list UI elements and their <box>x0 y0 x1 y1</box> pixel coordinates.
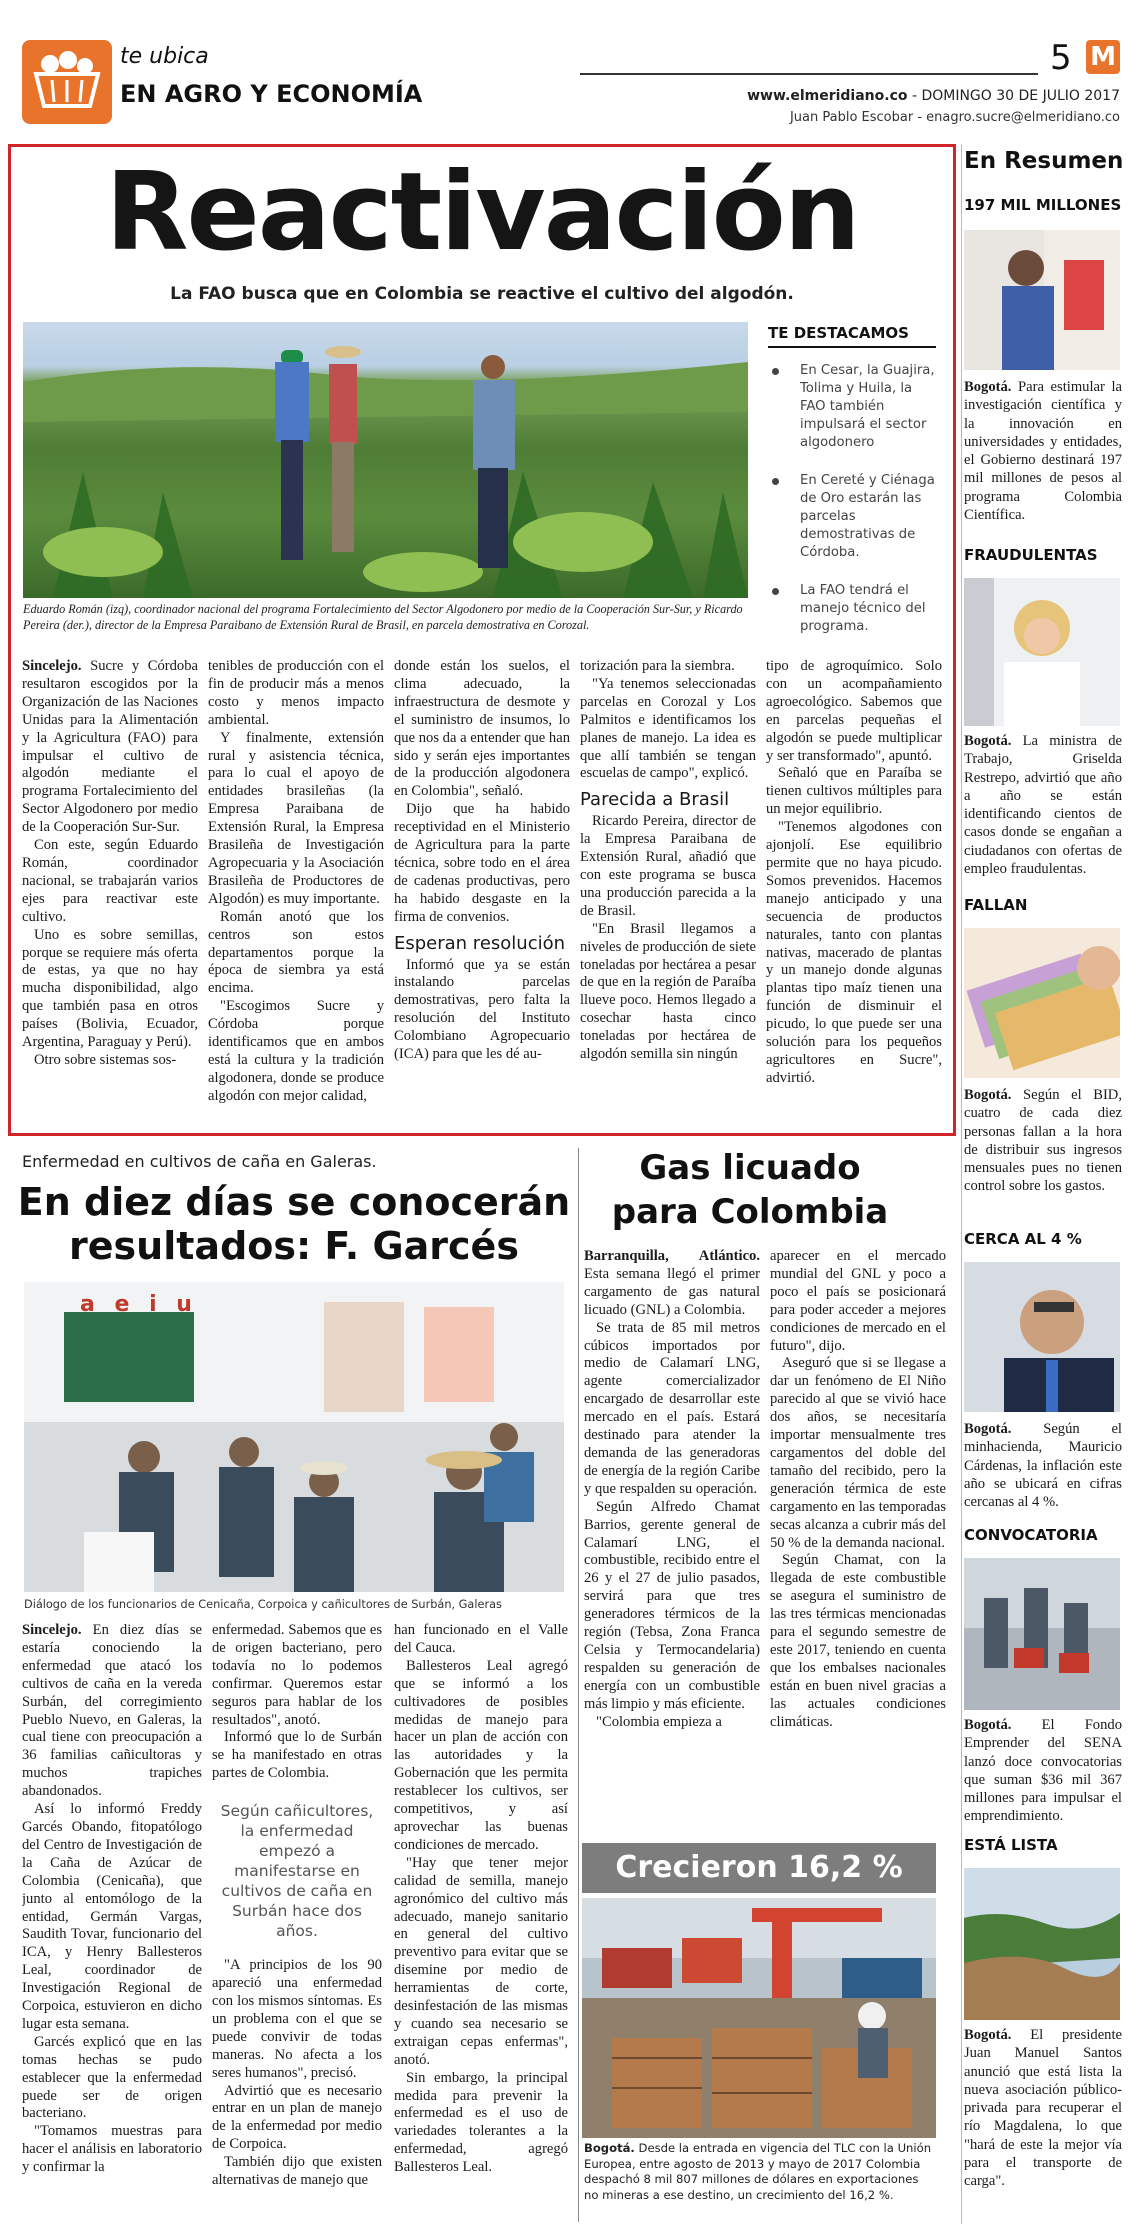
resumen-title: En Resumen <box>964 148 1124 174</box>
highlight-item: La FAO tendrá el manejo técnico del programa. <box>770 582 938 636</box>
section-logo-icon <box>22 40 112 124</box>
highlights-list <box>770 362 938 636</box>
subhead-parecida: Parecida a Brasil <box>580 789 730 811</box>
lead-photo <box>23 322 748 598</box>
header-dateline: www.elmeridiano.co - DOMINGO 30 DE JULIO 2017 <box>747 88 1120 104</box>
garces-column-2: enfermedad. Sabemos que es de origen bacteriano, pero todavía no lo podemos confirmar. Queremos estar seguros para hablar de los resultados", anotó. Informó que lo de Surbán se ha manifestado en otras partes de Colombia. Según cañicultores, la enfermedad empezó a manifestarse en cultivos de caña en Surbán hace dos años. "A principios de los 90 apareció una enfermedad con los mismos síntomas. Es un problema con el que se puede convivir de todas maneras. No afecta a los seres humanos", precisó. Advirtió que es necesario entrar en un plan de manejo de la enfermedad por medio de Corpoica. También dijo que existen alternativas de manejo que <box>212 1622 382 2189</box>
garces-kicker: Enfermedad en cultivos de caña en Galeras. <box>22 1152 377 1171</box>
lead-column-4: torización para la siembra. "Ya tenemos seleccionadas parcelas en Corozal y Los Palmitos e identificamos los planes de manejo. La idea es que allí también se tengan escuelas de campo", explicó. Parecida a Brasil Ricardo Pereira, director de la Empresa Paraibana de Extensión Rural, añadió que con este programa se busca una producción parecida a la de Brasil. "En Brasil llegamos a niveles de producción de siete toneladas por hectárea a pesar de que en la región de Paraíba llueve poco. Hemos llegado a cosechar hasta cinco toneladas por hectárea de algodón semilla sin ningún <box>580 658 756 1063</box>
website[interactable]: www.elmeridiano.co <box>747 88 908 104</box>
resumen-text-2: Bogotá. Según el BID, cuatro de cada diez personas fallan a la hora de distribuir sus ingresos mensuales pues no tienen control sobre los gastos. <box>964 1087 1122 1195</box>
highlight-item: En Cereté y Ciénaga de Oro estarán las parcelas demostrativas de Córdoba. <box>770 472 938 562</box>
gas-headline: Gas licuado para Colombia <box>611 1148 889 1232</box>
tlc-banner: Crecieron 16,2 % <box>582 1843 936 1893</box>
header-rule <box>580 73 1038 75</box>
lead-column-5: tipo de agroquímico. Solo con un acompañamiento agroecológico. Sabemos que en parcelas pequeñas el algodón se puede multiplicar y ser transformado", apuntó. Señaló que en Paraíba se tienen cultivos múltiples para un mejor equilibrio. "Tenemos algodones con ajonjolí. Ese equilibrio permite que no haya picudo. Somos prevenidos. Hacemos manejo anticipado y una secuencia de productos naturales, tanto con plantas nativas, macerado de plantas y un manejo donde algunas plantas tipo maíz tienen una función de disminuir el picudo, lo que puede ser una solución para los pequeños agricultores en Sucre", advirtió. <box>766 658 942 1086</box>
lead-subheadline: La FAO busca que en Colombia se reactive el cultivo del algodón. <box>170 284 794 304</box>
garces-column-1: Sincelejo. En diez días se estaría conociendo la enfermedad que atacó los cultivos de caña en la vereda Surbán, del corregimiento Pueblo Nuevo, en Galeras, la cual tiene con preocupación a 36 familias cañicultoras y muchos trapiches abandonados. Así lo informó Freddy Garcés Obando, fitopatólogo del Centro de Investigación de la Caña de Azúcar de Colombia (Cenicaña), que junto al entomólogo de la entidad, Germán Vargas, Saudith Tovar, funcionario del ICA, y Henry Ballesteros Leal, coordinador de Investigación Regional de Corpoica, estuvieron en dicho lugar esta semana. Garcés explicó que en las tomas hechas se pudo establecer que la enfermedad puede ser de origen bacteriano. "Tomamos muestras para hacer el análisis en laboratorio y confirmar la <box>22 1622 202 2176</box>
sidebar-divider <box>961 144 962 2224</box>
bullet-icon <box>772 368 779 375</box>
resumen-text-3: Bogotá. Según el minhacienda, Mauricio Cárdenas, la inflación este año se ubicará en cifras cercanas al 4 %. <box>964 1421 1122 1511</box>
resumen-head-4: CONVOCATORIA <box>964 1526 1098 1544</box>
bullet-icon <box>772 588 779 595</box>
gas-column-2: aparecer en el mercado mundial del GNL y poco a poco el país se posicionará para poder acceder a mejores condiciones de mercado en el futuro", dijo. Aseguró que si se llegase a dar un fenómeno de El Niño parecido al que se vivió hace dos años, se necesitaría importar mensualmente tres cargamentos del doble del tamaño del recibido, pero la generación térmica de este cargamento en las temporadas secas alcanza a cubrir más del 50 % de la demanda nacional. Según Chamat, con la llegada de este combustible se asegura el suministro de las tres térmicas mencionadas para el segundo semestre de este 2017, teniendo en cuenta que los embalses nacionales están en buen nivel gracias a las actuales condiciones climáticas. <box>770 1248 946 1730</box>
resumen-head-3: CERCA AL 4 % <box>964 1230 1082 1248</box>
resumen-text-1: Bogotá. La ministra de Trabajo, Griselda Restrepo, advirtió que año a año se están identificando cientos de casos donde se engañan a ciudadanos con ofertas de empleo fraudulentas. <box>964 733 1122 878</box>
garces-photo-caption: Diálogo de los funcionarios de Cenicaña, Corpoica y cañicultores de Surbán, Galeras <box>24 1598 502 1611</box>
lead-headline: Reactivación <box>105 150 859 275</box>
highlight-item: En Cesar, la Guajira, Tolima y Huila, la FAO también impulsará el sector algodonero <box>770 362 938 452</box>
highlights-rule <box>768 346 936 348</box>
garces-column-3: han funcionado en el Valle del Cauca. Ballesteros Leal agregó que se informó a los cultivadores de posibles medidas de manejo para hacer un plan de acción con las autoridades y la Gobernación que les permita restablecer los cultivos, ser competitivos, y así aprovechar las buenas condiciones de mercado. "Hay que tener mejor calidad de semilla, manejo agronómico del cultivo más adecuado, manejo sanitario en general del cultivo preventivo para evitar que se disemine por medio de herramientas de corte, desinfestación de las mismas y cuando sea necesario se extraigan cepas enfermas", anotó. Sin embargo, la principal medida para prevenir la enfermedad es el uso de variedades tolerantes a la enfermedad, agregó Ballesteros Leal. <box>394 1622 568 2176</box>
resumen-photo-4 <box>964 1558 1120 1710</box>
garces-photo <box>24 1282 564 1592</box>
author-line: Juan Pablo Escobar - enagro.sucre@elmeridiano.co <box>789 110 1120 125</box>
resumen-photo-2 <box>964 928 1120 1078</box>
subhead-esperan: Esperan resolución <box>394 932 566 954</box>
lead-column-1: Sincelejo. Sucre y Córdoba resultaron escogidos por la Organización de las Naciones Unidas para la Alimentación y la Agricultura (FAO) para impulsar el cultivo de algodón mediante el programa Fortalecimiento del Sector Algodonero por medio de la Cooperación Sur-Sur. Con este, según Eduardo Román, coordinador nacional, se trabajarán varios ejes para reactivar este cultivo. Uno es sobre semillas, porque se requiere más oferta de estas, ya que no hay mucha disponibilidad, algo que también pasa en otros países (Bolivia, Ecuador, Argentina, Paraguay y Perú). Otro sobre sistemas sos- <box>22 658 198 1068</box>
tlc-photo <box>582 1898 936 2138</box>
gas-column-1: Barranquilla, Atlántico. Esta semana llegó el primer cargamento de gas natural licuado (GNL) a Colombia. Se trata de 85 mil metros cúbicos importados por medio de Calamarí LNG, agente comercializador encargado de desarrollar este mercado en el país. Estará destinado para atender la demanda de las generadoras de energía de la región Caribe y que respalden su operación. Según Alfredo Chamat Barrios, gerente general de Calamarí LNG, el combustible, recibido entre el 26 y el 27 de julio pasados, servirá para que tres generadores térmicos de la región (Tebsa, Zona Franca Celsia y Termocandelaria) respalden su generación de energía con un combustible más limpio y más eficiente. "Colombia empieza a <box>584 1248 760 1730</box>
board-text: a e i u <box>80 1292 198 1317</box>
garces-headline: En diez días se conocerán resultados: F. Garcés <box>17 1180 571 1268</box>
pull-quote: Según cañicultores, la enfermedad empezó a manifestarse en cultivos de caña en Surbán hace dos años. <box>220 1802 374 1941</box>
highlights-title: TE DESTACAMOS <box>768 324 909 342</box>
resumen-head-1: FRAUDULENTAS <box>964 546 1098 564</box>
resumen-photo-5 <box>964 1868 1120 2020</box>
resumen-text-0: Bogotá. Para estimular la investigación científica y la innovación en universidades y entidades, el Gobierno destinará 197 mil millones de pesos al programa Colombia Científica. <box>964 379 1122 524</box>
resumen-text-4: Bogotá. El Fondo Emprender del SENA lanzó doce convocatorias que suman $36 mil 367 millones para impulsar el emprendimiento. <box>964 1717 1122 1825</box>
resumen-photo-0 <box>964 230 1120 370</box>
resumen-head-0: 197 MIL MILLONES <box>964 196 1122 214</box>
meridiano-logo-icon: M <box>1086 40 1120 74</box>
resumen-head-2: FALLAN <box>964 896 1028 914</box>
page-number: 5 <box>1050 38 1072 78</box>
resumen-head-5: ESTÁ LISTA <box>964 1836 1058 1854</box>
lead-column-3: donde están los suelos, el clima adecuado, la infraestructura de desmote y el suministro de insumos, lo que nos da a entender que han sido y serán ejes importantes de la producción algodonera en Colombia", señaló. Dijo que ha habido receptividad en el Ministerio de Agricultura para la parte técnica, sobre todo en el área de cadenas productivas, pero ha habido desgaste en la firma de convenios. Esperan resolución Informó que ya se están instalando parcelas demostrativas, pero falta la resolución del Instituto Colombiano Agropecuario (ICA) para que les dé au- <box>394 658 570 1063</box>
tlc-caption: Bogotá. Desde la entrada en vigencia del TLC con la Unión Europea, entre agosto de 2013 y mayo de 2017 Colombia despachó 8 mil 807 millones de dólares en exportaciones no mineras a ese destino, un crecimiento del 16,2 %. <box>584 2141 932 2202</box>
lead-photo-caption: Eduardo Román (izq), coordinador nacional del programa Fortalecimiento del Sector Algodonero por medio de la Cooperación Sur-Sur, y Ricardo Pereira (der.), director de la Empresa Paraibano de Extensión Rural de Brasil, en parcela demostrativa en Corozal. <box>23 602 743 632</box>
lead-column-2: tenibles de producción con el fin de producir más a menos costo y menos impacto ambiental. Y finalmente, extensión rural y asistencia técnica, para lo cual el apoyo de entidades brasileñas (la Empresa Paraibana de Extensión Rural, la Empresa Brasileña de Investigación Agropecuaria y la Asociación Brasileña de Productores de Algodón) es muy importante. Román anotó que los centros son estos departamentos porque la época de siembra ya está encima. "Escogimos Sucre y Córdoba porque identificamos que en ambos está la cultura y la tradición algodonera, donde se produce algodón con mejor calidad, <box>208 658 384 1104</box>
section-title: EN AGRO Y ECONOMÍA <box>120 80 423 108</box>
resumen-text-5: Bogotá. El presidente Juan Manuel Santos anunció que está lista la nueva asociación público-privada para recuperar el río Magdalena, lo que "hará de este la mejor vía para el transporte de carga". <box>964 2027 1122 2190</box>
brand-small: te ubica <box>120 44 209 69</box>
bullet-icon <box>772 478 779 485</box>
resumen-photo-1 <box>964 578 1120 726</box>
column-divider <box>578 1148 579 2222</box>
date: DOMINGO 30 DE JULIO 2017 <box>921 88 1120 104</box>
resumen-photo-3 <box>964 1262 1120 1412</box>
